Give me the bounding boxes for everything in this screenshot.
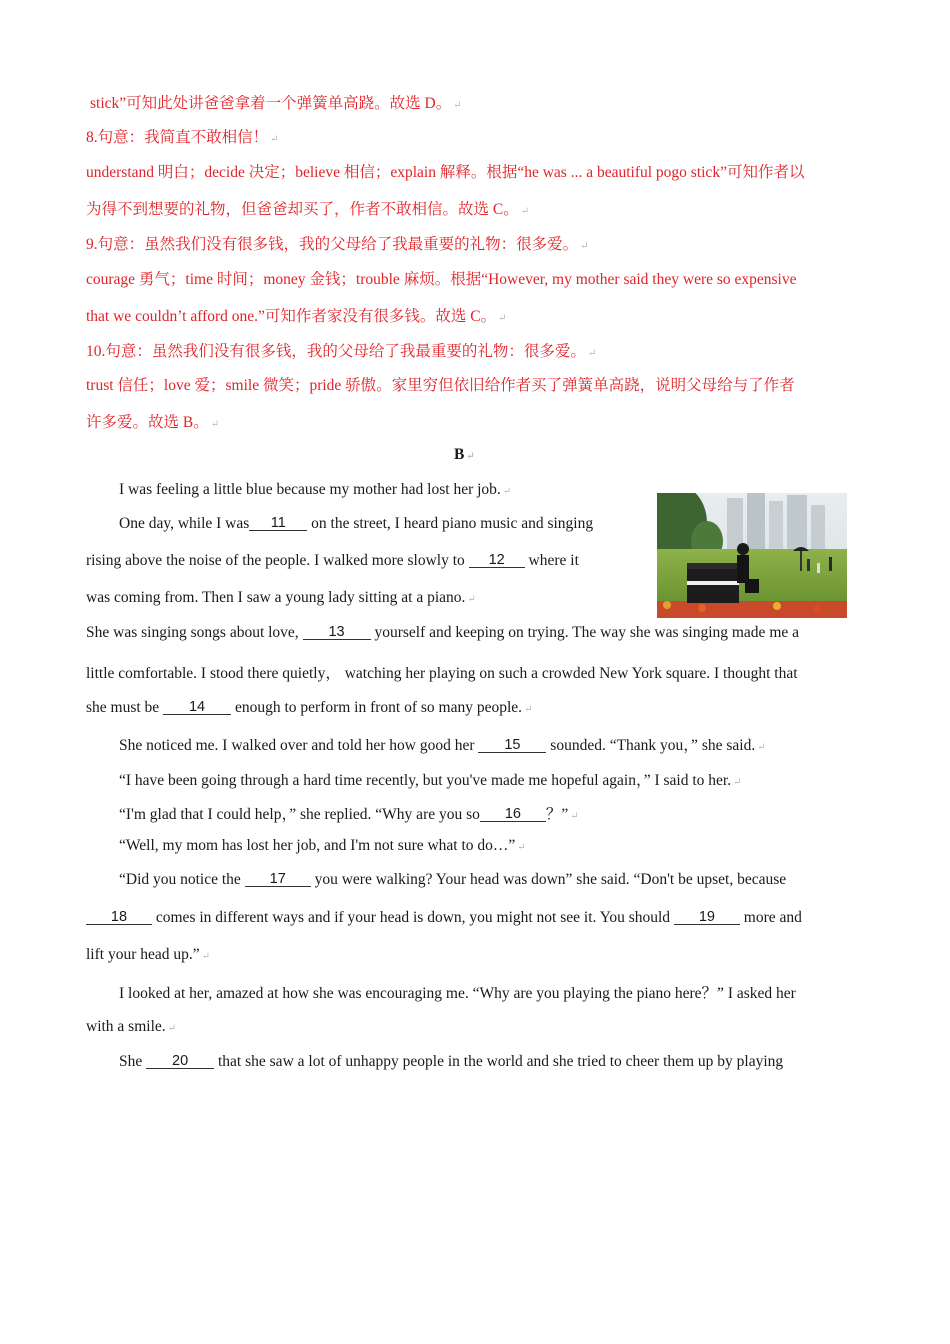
passage-line: 18 comes in different ways and if your head is down, you might not see it. You should 19 more and <box>86 909 802 927</box>
passage-line: “I'm glad that I could help，” she replied. “Why are you so 16 ？” ↵ <box>119 806 579 823</box>
passage-line: rising above the noise of the people. I walked more slowly to 12 where it <box>86 552 579 569</box>
blank-20: 20 <box>146 1054 214 1069</box>
explanation-line-4: 为得不到想要的礼物，但爸爸却买了，作者不敢相信。故选 C。 ↵ <box>86 201 530 218</box>
passage-line: I was feeling a little blue because my mother had lost her job. ↵ <box>119 481 512 498</box>
explanation-line-3: understand 明白；decide 决定；believe 相信；explain 解释。根据“he was ... a beautiful pogo stick”可知作者以 <box>86 164 805 181</box>
passage-line: “I have been going through a hard time recently, but you've made me hopeful again，” I said to her. ↵ <box>119 772 742 789</box>
passage-line: she must be 14 enough to perform in front of so many people. ↵ <box>86 699 533 716</box>
blank-17: 17 <box>245 872 311 887</box>
passage-line: with a smile. ↵ <box>86 1018 177 1035</box>
blank-13: 13 <box>303 625 371 640</box>
blank-19: 19 <box>674 910 740 925</box>
blank-18: 18 <box>86 910 152 925</box>
section-heading: B ↵ <box>454 446 475 463</box>
passage-line: I looked at her, amazed at how she was encouraging me. “Why are you playing the piano here？” I asked her <box>119 985 796 1002</box>
passage-line: One day, while I was 11 on the street, I heard piano music and singing <box>119 515 594 532</box>
explanation-line-9: trust 信任；love 爱；smile 微笑；pride 骄傲。家里穷但依旧给作者买了弹簧单高跷，说明父母给与了作者 <box>86 377 795 394</box>
passage-line: lift your head up.” ↵ <box>86 946 211 963</box>
passage-line: was coming from. Then I saw a young lady sitting at a piano. ↵ <box>86 589 476 606</box>
blank-16: 16 <box>480 807 546 822</box>
passage-line: little comfortable. I stood there quietly， watching her playing on such a crowded New York square. I thought that <box>86 665 798 682</box>
passage-line: “Did you notice the 17 you were walking? Your head was down” she said. “Don't be upset, because <box>119 871 787 888</box>
passage-line: She noticed me. I walked over and told her how good her 15 sounded. “Thank you，” she said. ↵ <box>119 737 766 754</box>
explanation-line-10: 许多爱。故选 B。 ↵ <box>86 414 220 431</box>
explanation-line-5: 9.句意：虽然我们没有很多钱，我的父母给了我最重要的礼物：很多爱。 ↵ <box>86 236 589 253</box>
explanation-line-2: 8.句意：我简直不敢相信！ ↵ <box>86 129 279 146</box>
passage-line: She was singing songs about love, 13 yourself and keeping on trying. The way she was singing made me a <box>86 624 800 641</box>
blank-11: 11 <box>249 516 307 531</box>
photo-illustration <box>657 493 847 618</box>
explanation-line-8: 10.句意：虽然我们没有很多钱，我的父母给了我最重要的礼物：很多爱。 ↵ <box>86 343 597 360</box>
blank-12: 12 <box>469 553 525 568</box>
explanation-line-7: that we couldn’t afford one.”可知作者家没有很多钱。故选 C。 ↵ <box>86 308 507 325</box>
explanation-line-1: stick”可知此处讲爸爸拿着一个弹簧单高跷。故选 D。 ↵ <box>90 95 462 112</box>
passage-line: “Well, my mom has lost her job, and I'm not sure what to do…” ↵ <box>119 837 526 854</box>
passage-line: She 20 that she saw a lot of unhappy people in the world and she tried to cheer them up by playing <box>119 1053 784 1070</box>
piano-square-photo <box>657 493 847 618</box>
blank-14: 14 <box>163 700 231 715</box>
explanation-line-6: courage 勇气；time 时间；money 金钱；trouble 麻烦。根据“However, my mother said they were so expensive <box>86 271 797 288</box>
blank-15: 15 <box>478 738 546 753</box>
